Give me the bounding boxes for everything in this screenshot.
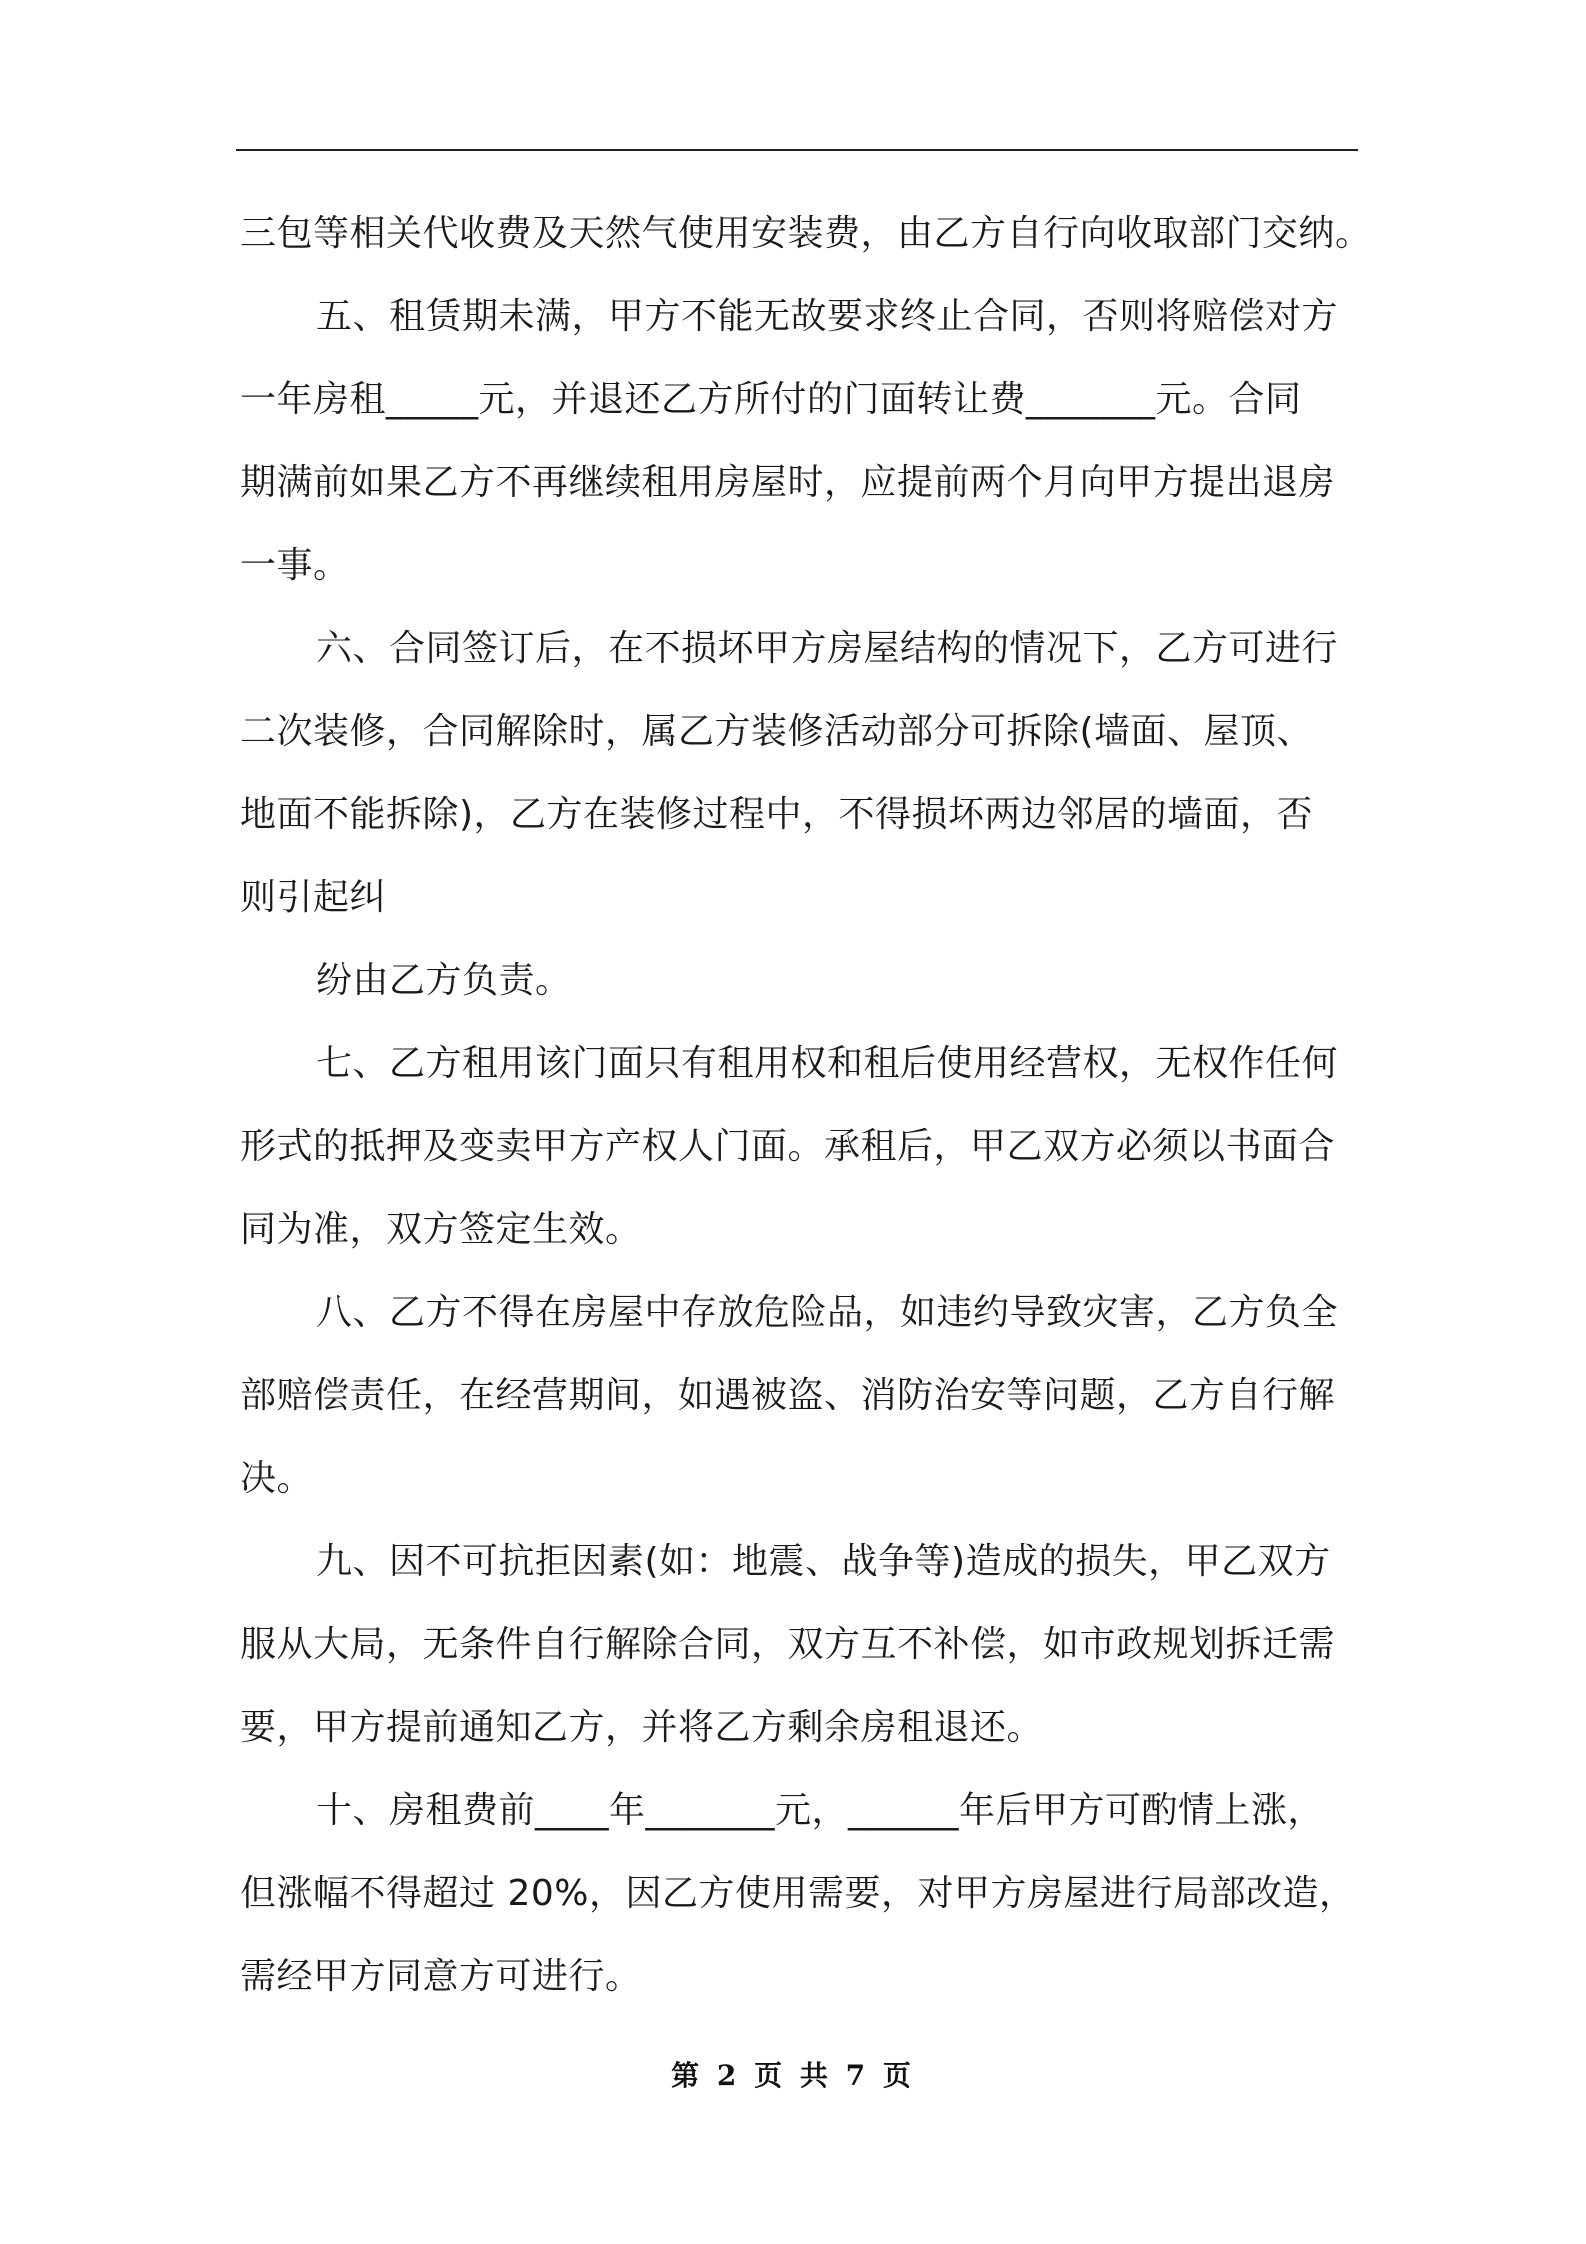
text-line: 决。 xyxy=(240,1458,314,1499)
text-line: 一事。 xyxy=(240,545,350,586)
contract-body xyxy=(240,192,1372,2018)
text-line: 二次装修，合同解除时，属乙方装修活动部分可拆除(墙面、屋顶、 xyxy=(240,711,1314,752)
clause-eight-start: 八、乙方不得在房屋中存放危险品，如违约导致灾害，乙方负全 xyxy=(316,1292,1339,1333)
text-line: 一年房租_____元，并退还乙方所付的门面转让费_______元。合同 xyxy=(240,379,1302,420)
text-line: 部赔偿责任，在经营期间，如遇被盗、消防治安等问题，乙方自行解 xyxy=(240,1375,1336,1416)
text-line: 但涨幅不得超过 20%，因乙方使用需要，对甲方房屋进行局部改造， xyxy=(240,1873,1356,1914)
page-number: 第 2 页 共 7 页 xyxy=(671,2059,915,2092)
text-line: 形式的抵押及变卖甲方产权人门面。承租后，甲乙双方必须以书面合 xyxy=(240,1126,1336,1167)
text-line: 要，甲方提前通知乙方，并将乙方剩余房租退还。 xyxy=(240,1707,1044,1748)
clause-six-start: 六、合同签订后，在不损坏甲方房屋结构的情况下，乙方可进行 xyxy=(316,628,1339,669)
header-divider xyxy=(236,149,1358,151)
text-line: 期满前如果乙方不再继续租用房屋时，应提前两个月向甲方提出退房 xyxy=(240,462,1336,503)
text-line: 三包等相关代收费及天然气使用安装费，由乙方自行向收取部门交纳。 xyxy=(240,213,1372,254)
text-line: 则引起纠 xyxy=(240,877,387,918)
text-line: 需经甲方同意方可进行。 xyxy=(240,1956,642,1997)
clause-ten-start: 十、房租费前____年_______元，______年后甲方可酌情上涨， xyxy=(316,1790,1325,1831)
text-line: 地面不能拆除)，乙方在装修过程中，不得损坏两边邻居的墙面，否 xyxy=(240,794,1314,835)
clause-five-start: 五、租赁期未满，甲方不能无故要求终止合同，否则将赔偿对方 xyxy=(316,296,1339,337)
clause-nine-start: 九、因不可抗拒因素(如：地震、战争等)造成的损失，甲乙双方 xyxy=(316,1541,1331,1582)
clause-seven-start: 七、乙方租用该门面只有租用权和租后使用经营权，无权作任何 xyxy=(316,1043,1339,1084)
text-line: 纷由乙方负责。 xyxy=(316,960,572,1001)
text-line: 同为准，双方签定生效。 xyxy=(240,1209,642,1250)
text-line: 服从大局，无条件自行解除合同，双方互不补偿，如市政规划拆迁需 xyxy=(240,1624,1336,1665)
